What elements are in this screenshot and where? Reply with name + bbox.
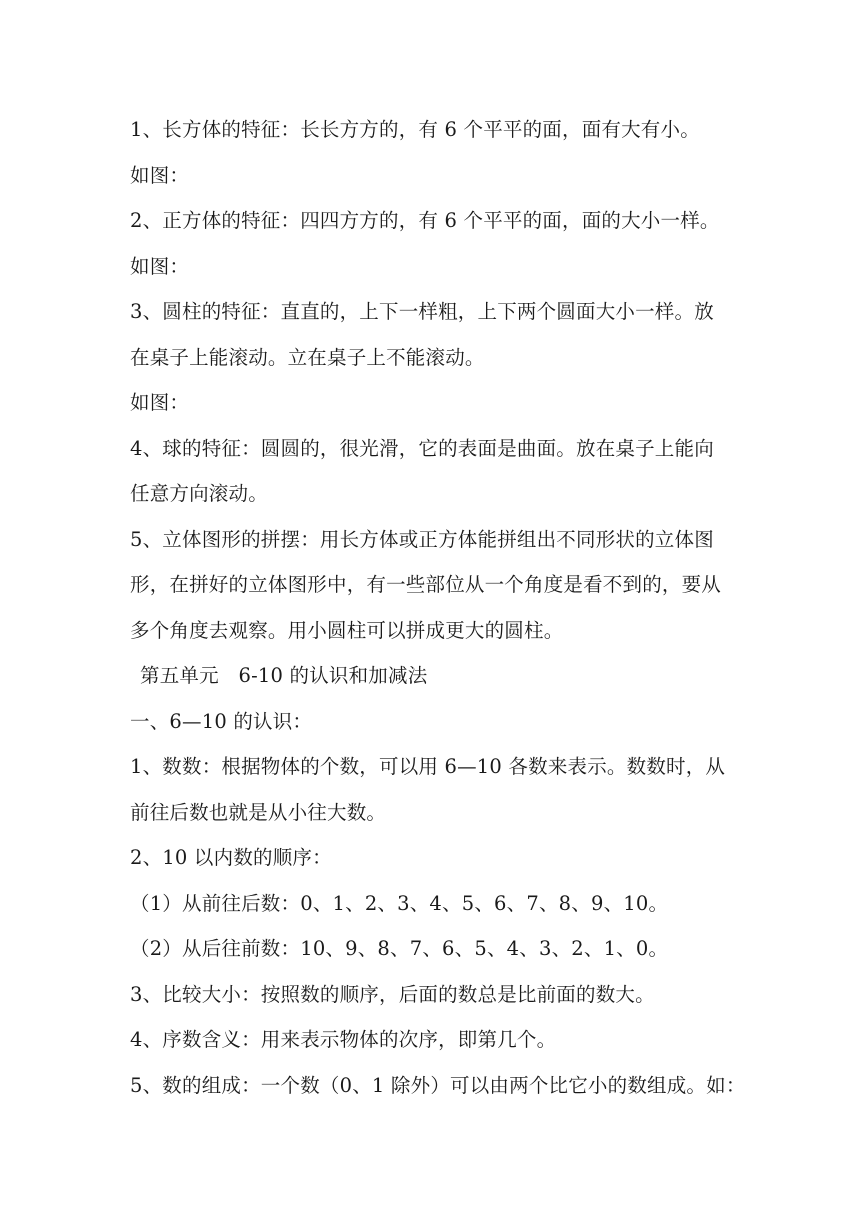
paragraph-cylinder-features-cont: 在桌子上能滚动。立在桌子上不能滚动。 [130,345,485,369]
section-heading: 第五单元 6-10 的认识和加减法 [140,664,428,687]
paragraph-counting-cont: 前往后数也就是从小往大数。 [130,800,387,824]
paragraph-cylinder-features: 3、圆柱的特征：直直的，上下一样粗，上下两个圆面大小一样。放 [130,300,714,323]
paragraph-solid-assembly-cont: 多个角度去观察。用小圆柱可以拼成更大的圆柱。 [130,618,564,642]
paragraph-sphere-features: 4、球的特征：圆圆的，很光滑，它的表面是曲面。放在桌子上能向 [130,436,714,460]
paragraph-number-order: 2、10 以内数的顺序： [130,846,332,869]
paragraph-ordinal-meaning: 4、序数含义：用来表示物体的次序，即第几个。 [130,1028,557,1051]
list-item-forward-order: （1）从前往后数：0、1、2、3、4、5、6、7、8、9、10。 [130,891,669,915]
subsection-heading: 一、6—10 的认识： [130,709,313,733]
document-body [130,107,746,1108]
paragraph-solid-assembly: 5、立体图形的拼摆：用长方体或正方体能拼组出不同形状的立体图 [130,527,714,551]
figure-caption: 如图： [130,163,190,187]
paragraph-compare-size: 3、比较大小：按照数的顺序，后面的数总是比前面的数大。 [130,982,655,1006]
paragraph-solid-assembly-cont: 形，在拼好的立体图形中，有一些部位从一个角度是看不到的，要从 [130,573,722,596]
paragraph-sphere-features-cont: 任意方向滚动。 [130,482,268,505]
figure-caption: 如图： [130,391,190,414]
paragraph-cuboid-features: 1、长方体的特征：长长方方的，有 6 个平平的面，面有大有小。 [130,118,700,141]
paragraph-cube-features: 2、正方体的特征：四四方方的，有 6 个平平的面，面的大小一样。 [130,209,720,232]
list-item-backward-order: （2）从后往前数：10、9、8、7、6、5、4、3、2、1、0。 [130,937,669,960]
paragraph-counting: 1、数数：根据物体的个数，可以用 6—10 各数来表示。数数时，从 [130,755,726,778]
figure-caption: 如图： [130,254,190,278]
paragraph-number-composition: 5、数的组成：一个数（0、1 除外）可以由两个比它小的数组成。如： [130,1073,746,1097]
